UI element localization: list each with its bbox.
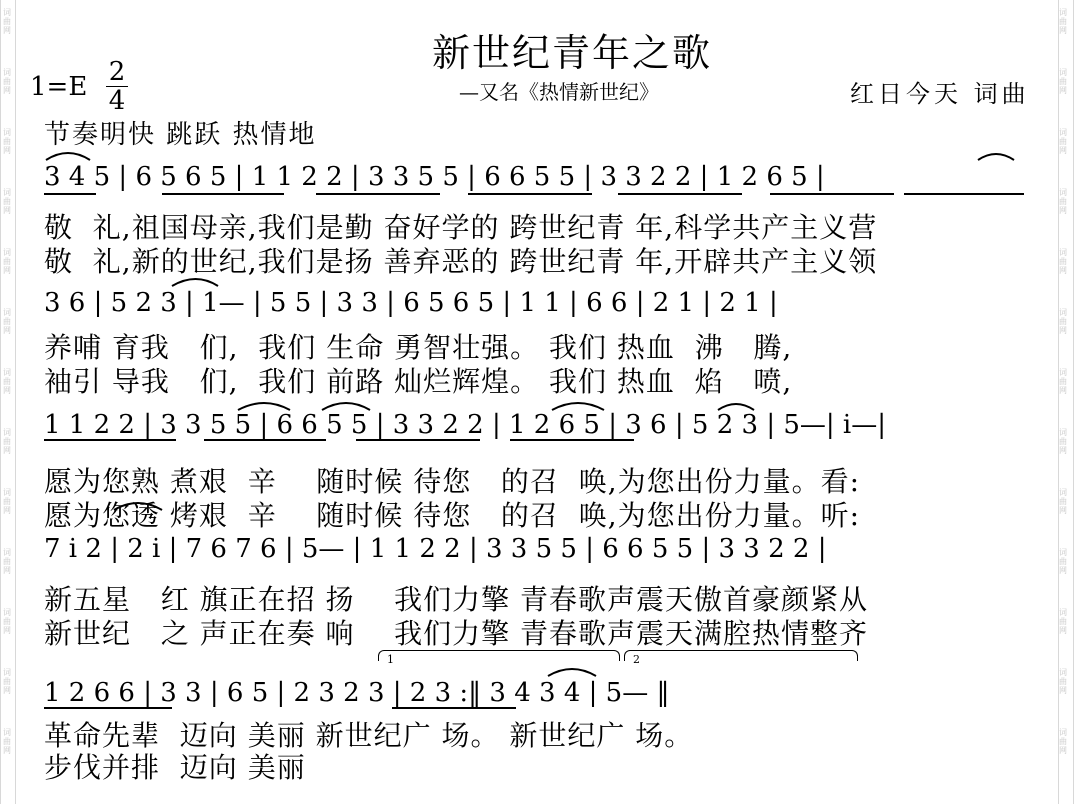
lyrics-system-4-verse-2: 新世纪 之 声正在奏 响 我们力擎 青春歌声震天满腔热情整齐	[44, 617, 869, 650]
watermark-text: 词 曲 网	[3, 668, 11, 695]
watermark-text: 词 曲 网	[3, 728, 11, 755]
watermark-text: 词 曲 网	[1059, 68, 1067, 95]
watermark-text: 词 曲 网	[1059, 368, 1067, 395]
lyrics-system-2-verse-1: 养哺 育我 们, 我们 生命 勇智壮强。 我们 热血 沸 腾,	[44, 331, 793, 364]
watermark-text: 词 曲 网	[1059, 608, 1067, 635]
song-title: 新世纪青年之歌	[432, 31, 713, 75]
watermark-text: 词 曲 网	[3, 428, 11, 455]
watermark-text: 词 曲 网	[1059, 548, 1067, 575]
notes-system-2: 3 6 | 5 2 3 | 1— | 5 5 | 3 3 | 6 5 6 5 | 1 1 | 6 6 | 2 1 | 2 1 |	[44, 288, 778, 318]
composer-credit: 红日今天 词曲	[850, 80, 1030, 108]
watermark-text: 词 曲 网	[1059, 488, 1067, 515]
song-subtitle: —又名《热情新世纪》	[459, 80, 659, 104]
tie-mark	[978, 154, 1014, 160]
first-ending-number: 1	[387, 653, 394, 666]
lyrics-system-2-verse-2: 袖引 导我 们, 我们 前路 灿烂辉煌。 我们 热血 焰 喷,	[44, 365, 793, 398]
time-sig-bottom: 4	[108, 86, 126, 116]
watermark-text: 词 曲 网	[3, 608, 11, 635]
watermark-text: 词 曲 网	[1059, 668, 1067, 695]
watermark-text: 词 曲 网	[3, 68, 11, 95]
tempo-marking: 节奏明快 跳跃 热情地	[44, 120, 317, 150]
notes-system-4: 7 i 2 | 2 i | 7 6 7 6 | 5— | 1 1 2 2 | 3 3 5 5 | 6 6 5 5 | 3 3 2 2 |	[44, 534, 827, 564]
tie-mark	[548, 669, 596, 676]
watermark-text: 词 曲 网	[3, 488, 11, 515]
lyrics-system-5-verse-2: 步伐并排 迈向 美丽	[44, 751, 306, 784]
lyrics-system-1-verse-1: 敬 礼,祖国母亲,我们是勤 奋好学的 跨世纪青 年,科学共产主义营	[44, 211, 878, 244]
tie-mark	[172, 279, 218, 286]
tie-mark	[322, 403, 370, 410]
watermark-text: 词 曲 网	[3, 308, 11, 335]
time-sig-top: 2	[108, 57, 126, 87]
tie-mark	[552, 403, 604, 410]
watermark-text: 词 曲 网	[1059, 128, 1067, 155]
second-ending-number: 2	[633, 653, 640, 666]
notes-system-1: 3 4 5 | 6 5 6 5 | 1 1 2 2 | 3 3 5 5 | 6 6 5 5 | 3 3 2 2 | 1 2 6 5 |	[44, 162, 825, 192]
watermark-text: 词 曲 网	[1059, 248, 1067, 275]
watermark-text: 词 曲 网	[3, 188, 11, 215]
lyrics-system-3-verse-2: 愿为您透 烤艰 辛 随时候 待您 的召 唤,为您出份力量。听:	[44, 499, 861, 532]
tie-mark	[238, 403, 290, 410]
lyrics-system-5-verse-1: 革命先辈 迈向 美丽 新世纪广 场。 新世纪广 场。	[44, 719, 694, 752]
lyrics-system-4-verse-1: 新五星 红 旗正在招 扬 我们力擎 青春歌声震天傲首豪颜紧从	[44, 583, 869, 616]
watermark-text: 词 曲 网	[1059, 188, 1067, 215]
watermark-text: 词 曲 网	[1059, 728, 1067, 755]
watermark-text: 词 曲 网	[3, 8, 11, 35]
watermark-text: 词 曲 网	[1059, 8, 1067, 35]
watermark-text: 词 曲 网	[3, 128, 11, 155]
watermark-text: 词 曲 网	[1059, 428, 1067, 455]
notes-system-5: 1 2 6 6 | 3 3 | 6 5 | 2 3 2 3 | 2 3 :‖ 3 4 3 4 | 5— ‖	[44, 678, 670, 708]
watermark-text: 词 曲 网	[3, 548, 11, 575]
watermark-text: 词 曲 网	[3, 248, 11, 275]
tie-mark	[718, 404, 754, 410]
watermark-text: 词 曲 网	[1059, 308, 1067, 335]
notes-system-3: 1 1 2 2 | 3 3 5 5 | 6 6 5 5 | 3 3 2 2 | 1 2 6 5 | 3 6 | 5 2 3 | 5—| i—|	[44, 410, 886, 440]
key-signature: 1=E	[30, 72, 88, 102]
tie-mark	[46, 153, 90, 160]
lyrics-system-3-verse-1: 愿为您熟 煮艰 辛 随时候 待您 的召 唤,为您出份力量。看:	[44, 465, 861, 498]
tie-mark	[114, 503, 162, 510]
watermark-text: 词 曲 网	[3, 368, 11, 395]
lyrics-system-1-verse-2: 敬 礼,新的世纪,我们是扬 善弃恶的 跨世纪青 年,开辟共产主义领	[44, 245, 878, 278]
